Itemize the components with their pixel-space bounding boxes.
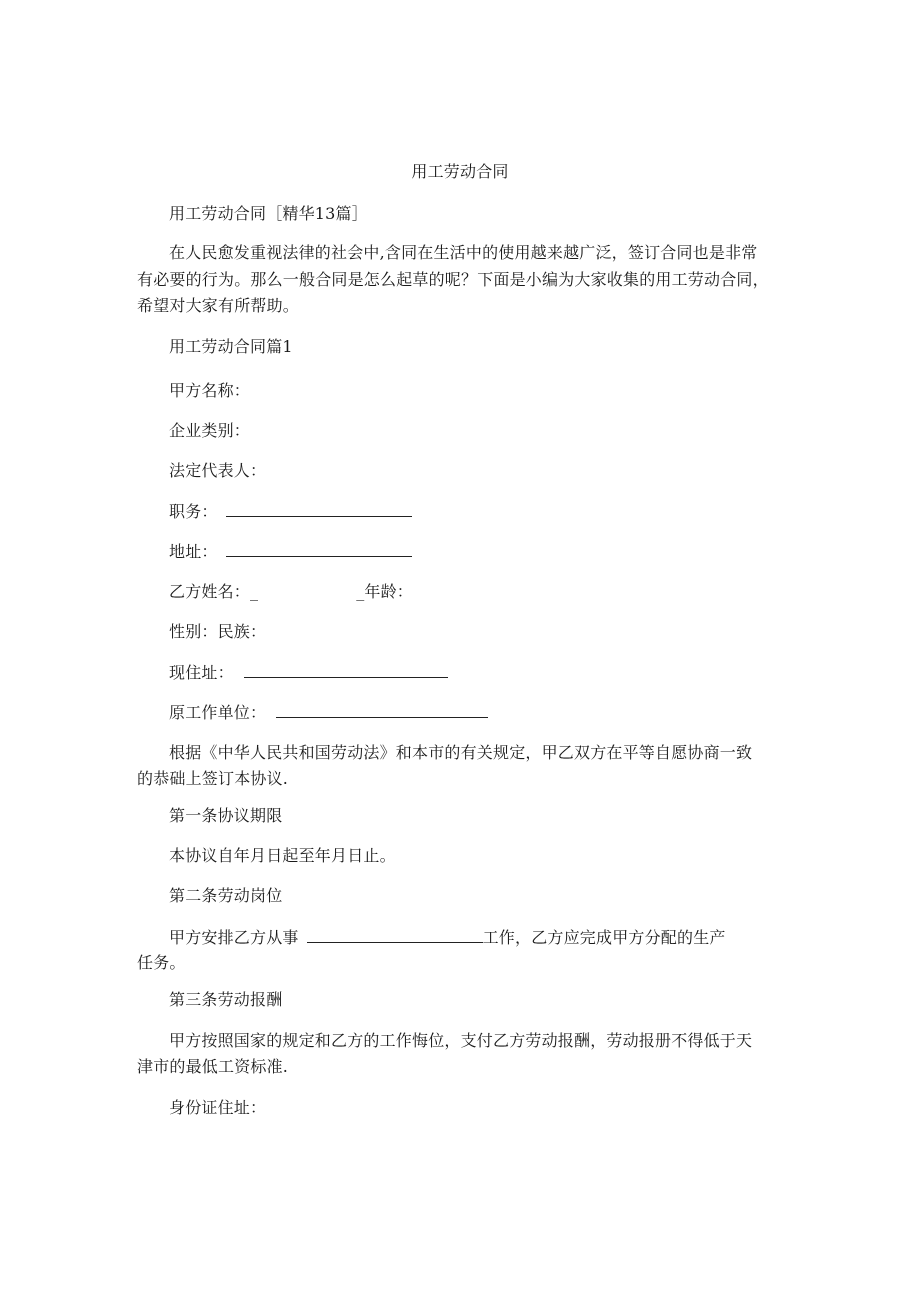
party-b-name-label: 乙方姓名：_	[169, 582, 259, 601]
former-employer-row	[169, 703, 488, 723]
article-3-line-2: 津市的最低工资标准.	[137, 1057, 289, 1076]
article-2-body-prefix: 甲方安排乙方从事	[169, 928, 299, 947]
article-2-body-suffix: 工作，乙方应完成甲方分配的生产	[482, 928, 726, 947]
age-label: _年龄：	[356, 582, 414, 601]
basis-line-1: 根据《中华人民共和国劳动法》和本市的有关规定，甲乙双方在平等自愿协商一致	[169, 743, 753, 762]
address-row	[169, 542, 412, 562]
article-2-heading: 第二条劳动岗位	[169, 886, 283, 905]
document-title: 用工劳动合同	[411, 162, 509, 181]
position-blank	[226, 502, 412, 517]
position-row	[169, 502, 412, 522]
position-label: 职务：	[169, 502, 218, 521]
id-address-label: 身份证住址：	[169, 1098, 267, 1117]
job-blank	[307, 928, 483, 943]
article-2-body-row	[169, 928, 726, 948]
article-3-line-1: 甲方按照国家的规定和乙方的工作悔位，支付乙方劳动报酬，劳动报册不得低于天	[169, 1031, 753, 1050]
intro-line-3: 希望对大家有所帮助。	[137, 296, 300, 315]
party-b-row	[169, 582, 413, 602]
article-3-heading: 第三条劳动报酬	[169, 990, 283, 1009]
article-1-body: 本协议自年月日起至年月日止。	[169, 846, 396, 865]
legal-rep-label: 法定代表人：	[169, 461, 267, 480]
intro-line-2: 有必要的行为。那么一般合同是怎么起草的呢？下面是小编为大家收集的用工劳动合同，	[137, 270, 769, 289]
intro-line-1: 在人民愈发重视法律的社会中,含同在生活中的使用越来越广泛，签订合同也是非常	[169, 243, 758, 262]
current-address-row	[169, 663, 448, 683]
address-blank	[226, 542, 412, 557]
current-address-label: 现住址：	[169, 663, 234, 682]
address-label: 地址：	[169, 542, 218, 561]
gender-ethnicity-label: 性别：民族：	[169, 622, 267, 641]
party-a-name-label: 甲方名称：	[169, 381, 251, 400]
current-address-blank	[244, 663, 448, 678]
document-subtitle: 用工劳动合同［精华13篇］	[169, 204, 368, 223]
article-2-body-line-2: 任务。	[137, 953, 186, 972]
former-employer-label: 原工作单位：	[169, 703, 267, 722]
section-title: 用工劳动合同篇1	[169, 337, 293, 356]
basis-line-2: 的恭础上签订本协议.	[137, 769, 289, 788]
former-employer-blank	[276, 703, 488, 718]
article-1-heading: 第一条协议期限	[169, 806, 283, 825]
enterprise-type-label: 企业类别：	[169, 421, 251, 440]
